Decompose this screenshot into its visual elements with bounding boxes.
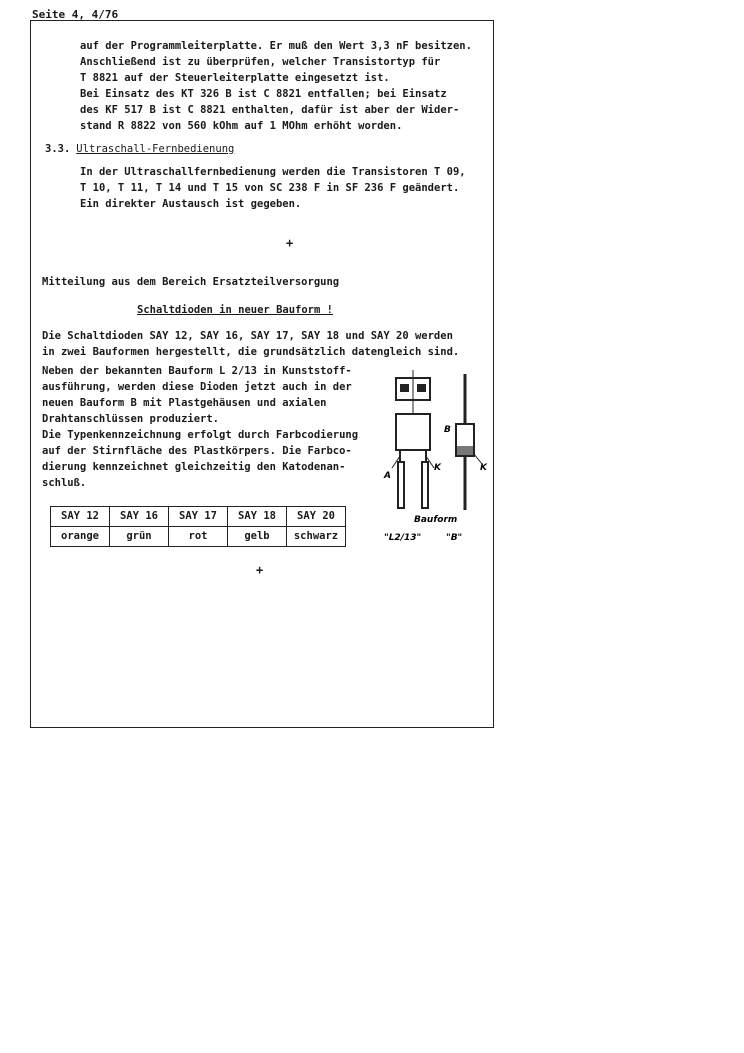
section-line: T 10, T 11, T 14 und T 15 von SC 238 F in SF 236 F geändert. bbox=[80, 182, 460, 194]
separator-plus: + bbox=[286, 236, 294, 250]
type-cell: SAY 17 bbox=[169, 507, 228, 527]
anode-label: A bbox=[384, 471, 391, 481]
separator-plus-bottom: + bbox=[256, 563, 264, 577]
color-cell: schwarz bbox=[287, 527, 346, 547]
b-label: "B" bbox=[446, 533, 463, 543]
intro-line: auf der Programmleiterplatte. Er muß den Wert 3,3 nF besitzen. bbox=[80, 40, 472, 52]
b-marker-label: B bbox=[444, 425, 451, 435]
notice-line: schluß. bbox=[42, 477, 87, 489]
table-row bbox=[51, 507, 346, 527]
cathode-label-left: K bbox=[434, 463, 441, 473]
notice-line: Die Typenkennzeichnung erfolgt durch Farbcodierung bbox=[42, 429, 359, 441]
type-cell: SAY 16 bbox=[110, 507, 169, 527]
notice-line: Neben der bekannten Bauform L 2/13 in Kunststoff- bbox=[42, 365, 352, 377]
section-line: In der Ultraschallfernbedienung werden die Transistoren T 09, bbox=[80, 166, 466, 178]
intro-paragraph bbox=[80, 38, 472, 134]
section-number: 3.3. bbox=[45, 143, 71, 155]
notice-line: in zwei Bauformen hergestellt, die grundsätzlich datengleich sind. bbox=[42, 346, 460, 358]
notice-paragraph-narrow bbox=[42, 363, 358, 491]
type-cell: SAY 12 bbox=[51, 507, 110, 527]
table-row bbox=[51, 527, 346, 547]
section-paragraph bbox=[80, 164, 466, 212]
section-line: Ein direkter Austausch ist gegeben. bbox=[80, 198, 302, 210]
notice-line: ausführung, werden diese Dioden jetzt auch in der bbox=[42, 381, 352, 393]
cathode-label-right: K bbox=[480, 463, 487, 473]
section-heading bbox=[45, 143, 234, 155]
color-code-table bbox=[50, 506, 346, 547]
type-cell: SAY 18 bbox=[228, 507, 287, 527]
color-cell: orange bbox=[51, 527, 110, 547]
notice-paragraph-full bbox=[42, 328, 459, 360]
notice-line: dierung kennzeichnet gleichzeitig den Katodenan- bbox=[42, 461, 346, 473]
notice-subtitle: Schaltdioden in neuer Bauform ! bbox=[137, 304, 333, 316]
notice-line: Die Schaltdioden SAY 12, SAY 16, SAY 17, SAY 18 und SAY 20 werden bbox=[42, 330, 453, 342]
color-cell: rot bbox=[169, 527, 228, 547]
notice-heading: Mitteilung aus dem Bereich Ersatzteilversorgung bbox=[42, 276, 340, 288]
notice-line: Drahtanschlüssen produziert. bbox=[42, 413, 220, 425]
intro-line: Anschließend ist zu überprüfen, welcher Transistortyp für bbox=[80, 56, 441, 68]
notice-line: neuen Bauform B mit Plastgehäusen und axialen bbox=[42, 397, 327, 409]
diode-b-axial bbox=[456, 374, 482, 510]
diode-drawing bbox=[378, 370, 498, 550]
intro-line: Bei Einsatz des KT 326 B ist C 8821 entfallen; bei Einsatz bbox=[80, 88, 447, 100]
type-cell: SAY 20 bbox=[287, 507, 346, 527]
color-cell: gelb bbox=[228, 527, 287, 547]
diode-l213-side-view bbox=[392, 414, 434, 508]
section-title: Ultraschall-Fernbedienung bbox=[76, 143, 235, 155]
intro-line: T 8821 auf der Steuerleiterplatte eingesetzt ist. bbox=[80, 72, 390, 84]
intro-line: stand R 8822 von 560 kOhm auf 1 MOhm erhöht worden. bbox=[80, 120, 403, 132]
l213-label: "L2/13" bbox=[384, 533, 422, 543]
bauform-label: Bauform bbox=[414, 515, 458, 525]
color-cell: grün bbox=[110, 527, 169, 547]
page-header: Seite 4, 4/76 bbox=[32, 8, 119, 21]
notice-line: auf der Stirnfläche des Plastkörpers. Die Farbco- bbox=[42, 445, 352, 457]
intro-line: des KF 517 B ist C 8821 enthalten, dafür ist aber der Wider- bbox=[80, 104, 460, 116]
